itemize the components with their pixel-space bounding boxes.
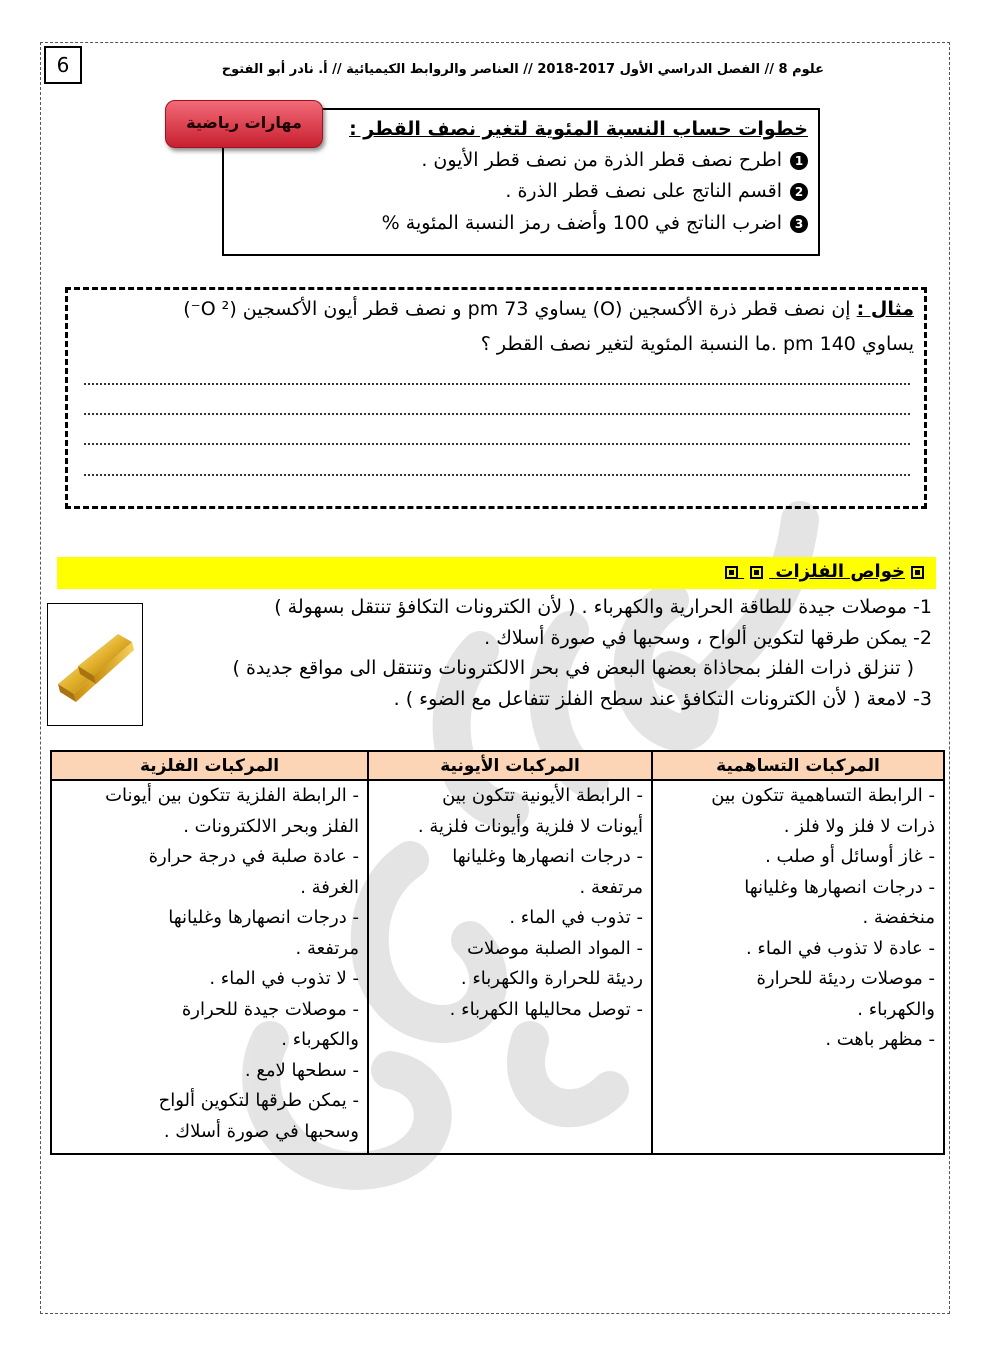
header-metallic-compounds: المركبات الفلزية (51, 751, 368, 780)
cell-line: - تذوب في الماء . (509, 907, 643, 928)
step-text: اضرب الناتج في 100 وأضف رمز النسبة المئوية % (381, 212, 782, 234)
cell-line: ذرات لا فلز ولا فلز . (783, 815, 935, 837)
cell-line: - توصل محاليلها الكهرباء . (449, 998, 643, 1020)
metal-property-reason: ( تنزلق ذرات الفلز بمحاذاة بعضها البعض في بحر الالكترونات وتنتقل الى مواقع جديدة ) (232, 657, 914, 679)
page-number: 6 (44, 46, 82, 84)
square-bullet-icon (750, 566, 763, 579)
header-ionic-compounds: المركبات الأيونية (368, 751, 652, 780)
example-question-line-1 (183, 298, 914, 320)
answer-line[interactable] (84, 413, 910, 415)
cell-line: رديئة للحرارة والكهرباء . (460, 968, 643, 989)
metals-section-title (719, 561, 924, 582)
cell-line: - درجات انصهارها وغليانها (744, 876, 935, 898)
gold-bars-icon (48, 604, 142, 725)
answer-line[interactable] (84, 443, 910, 445)
table-header-row (51, 751, 944, 780)
number-bullet-icon: 2 (790, 183, 808, 201)
step-text: اقسم الناتج على نصف قطر الذرة . (505, 180, 782, 202)
cell-line: - لا تذوب في الماء . (209, 968, 359, 989)
metallic-properties-cell (51, 780, 368, 1154)
step-item (421, 149, 808, 171)
metal-property: 1- موصلات جيدة للطاقة الحرارية والكهرباء . ( لأن الكترونات التكافؤ تنتقل بسهولة ) (274, 596, 932, 618)
cell-line: - يمكن طرقها لتكوين ألواح (158, 1090, 359, 1111)
step-item (505, 180, 808, 202)
cell-line: - موصلات رديئة للحرارة (756, 968, 935, 989)
header-covalent-compounds: المركبات التساهمية (652, 751, 944, 780)
steps-title: خطوات حساب النسبة المئوية لتغير نصف القطر : (349, 118, 808, 140)
example-text-1: إن نصف قطر ذرة الأكسجين (O) يساوي 73 pm و نصف قطر أيون الأكسجين (O ²⁻) (183, 298, 851, 320)
cell-line: منخفضة . (862, 907, 935, 928)
metal-property: 2- يمكن طرقها لتكوين ألواح ، وسحبها في صورة أسلاك . (484, 627, 932, 649)
cell-line: - غاز أوسائل أو صلب . (765, 846, 935, 867)
metal-property: 3- لامعة ( لأن الكترونات التكافؤ عند سطح الفلز تتفاعل مع الضوء ) . (393, 688, 932, 710)
cell-line: - موصلات جيدة للحرارة (181, 998, 359, 1020)
cell-line: الفلز وبحر الالكترونات . (183, 815, 359, 837)
cell-line: - الرابطة الفلزية تتكون بين أيونات (105, 785, 359, 806)
gold-bars-image-frame (47, 603, 143, 726)
cell-line: - الرابطة الأيونية تتكون بين (442, 785, 643, 806)
answer-line[interactable] (84, 383, 910, 385)
cell-line: والكهرباء . (857, 998, 935, 1020)
cell-line: والكهرباء . (281, 1029, 359, 1050)
page-header: علوم 8 // الفصل الدراسي الأول 2017-2018 // العناصر والروابط الكيميائية // أ. نادر أبو الفتوح (221, 62, 824, 77)
math-skills-badge: مهارات رياضية (165, 100, 323, 148)
cell-line: أيونات لا فلزية وأيونات فلزية . (417, 815, 643, 837)
cell-line: - الرابطة التساهمية تتكون بين (711, 785, 935, 806)
cell-line: - عادة صلبة في درجة حرارة (148, 846, 359, 867)
number-bullet-icon: 1 (790, 152, 808, 170)
cell-line: - درجات انصهارها وغليانها (168, 907, 359, 928)
cell-line: - عادة لا تذوب في الماء . (745, 937, 935, 959)
cell-line: - المواد الصلبة موصلات (467, 937, 643, 959)
cell-line: الغرفة . (300, 876, 359, 898)
compounds-comparison-table (50, 750, 945, 1155)
example-question-line-2: يساوي 140 pm .ما النسبة المئوية لتغير نصف القطر ؟ (480, 333, 914, 355)
cell-line: مرتفعة . (579, 876, 643, 898)
metals-title-text: خواص الفلزات (775, 561, 905, 582)
table-row (51, 780, 944, 1154)
step-text: اطرح نصف قطر الذرة من نصف قطر الأيون . (421, 149, 782, 171)
number-bullet-icon: 3 (790, 215, 808, 233)
cell-line: - درجات انصهارها وغليانها (452, 846, 643, 867)
answer-line[interactable] (84, 474, 910, 476)
example-label: مثال : (856, 298, 914, 320)
ionic-properties-cell (368, 780, 652, 1154)
covalent-properties-cell (652, 780, 944, 1154)
step-item (382, 212, 808, 234)
cell-line: مرتفعة . (295, 937, 359, 959)
square-bullet-icon (725, 566, 738, 579)
cell-line: - سطحها لامع . (244, 1059, 359, 1081)
square-bullet-icon (911, 566, 924, 579)
cell-line: - مظهر باهت . (825, 1029, 935, 1050)
cell-line: وسحبها في صورة أسلاك . (163, 1120, 359, 1142)
